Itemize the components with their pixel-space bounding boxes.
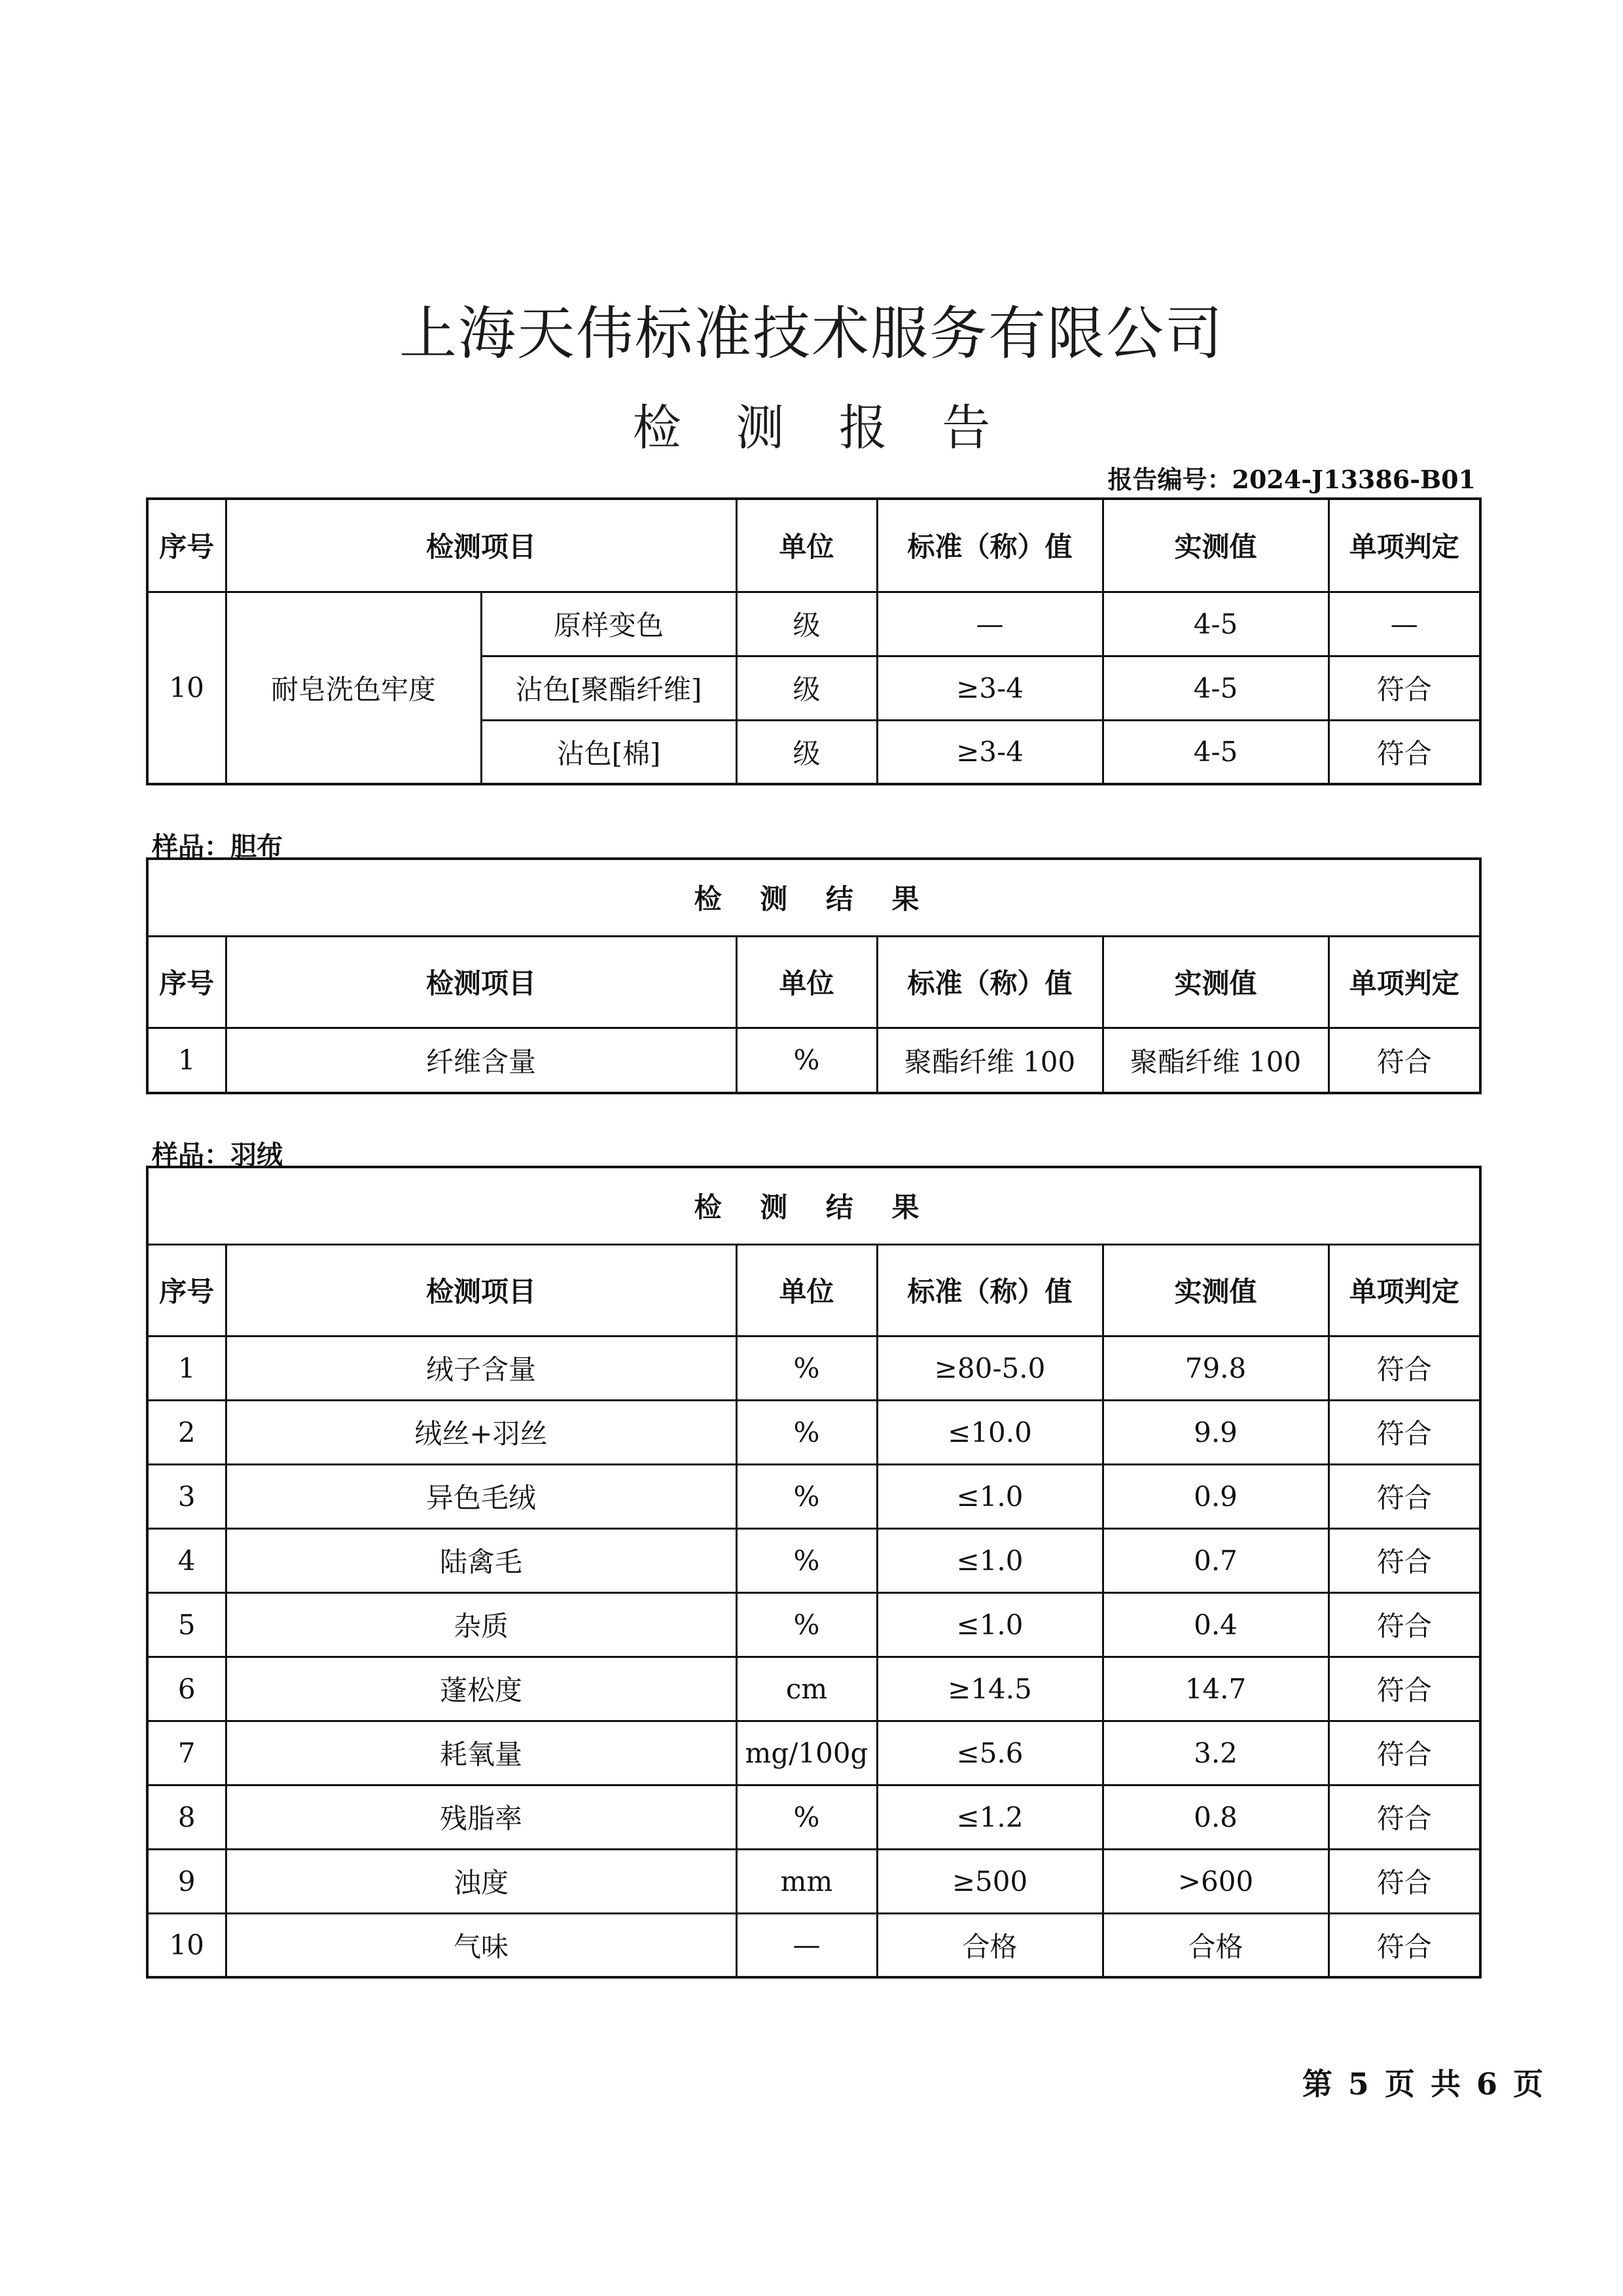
cell-unit: — [736,1913,877,1977]
header-row [147,499,1480,592]
table-row [147,1528,1480,1592]
col-measured: 实测值 [1103,499,1329,592]
cell-verdict: 符合 [1329,656,1480,720]
cell-standard: ≤5.6 [877,1721,1103,1785]
cell-seq: 7 [147,1721,226,1785]
cell-standard: ≤1.0 [877,1592,1103,1657]
col-standard: 标准（称）值 [877,936,1103,1028]
cell-sub-item: 沾色[棉] [481,720,736,784]
cell-measured: 4-5 [1103,592,1329,656]
cell-seq: 9 [147,1849,226,1913]
cell-sub-item: 原样变色 [481,592,736,656]
table-row [147,1657,1480,1721]
col-verdict: 单项判定 [1329,936,1480,1028]
cell-seq: 1 [147,1028,226,1093]
cell-standard: ≤1.2 [877,1785,1103,1849]
cell-seq: 1 [147,1336,226,1400]
cell-item: 绒子含量 [226,1336,736,1400]
col-seq: 序号 [147,936,226,1028]
table-row [147,1028,1480,1093]
col-standard: 标准（称）值 [877,499,1103,592]
report-title: 检 测 报 告 [632,400,1010,456]
cell-unit: 级 [736,592,877,656]
header-row [147,936,1480,1028]
cell-verdict: 符合 [1329,720,1480,784]
cell-verdict: — [1329,592,1480,656]
cell-item: 纤维含量 [226,1028,736,1093]
table-down [146,1166,1482,1979]
result-band-row [147,1167,1480,1244]
sample-label-down: 样品：羽绒 [152,1139,283,1170]
col-measured: 实测值 [1103,936,1329,1028]
cell-measured: 3.2 [1103,1721,1329,1785]
cell-unit: % [736,1528,877,1592]
cell-item: 异色毛绒 [226,1464,736,1528]
cell-item: 耗氧量 [226,1721,736,1785]
cell-verdict: 符合 [1329,1528,1480,1592]
table-row [147,1849,1480,1913]
col-item: 检测项目 [226,1244,736,1336]
cell-seq: 5 [147,1592,226,1657]
cell-unit: 级 [736,656,877,720]
cell-seq: 3 [147,1464,226,1528]
col-unit: 单位 [736,936,877,1028]
col-item: 检测项目 [226,499,736,592]
cell-unit: % [736,1336,877,1400]
col-seq: 序号 [147,1244,226,1336]
cell-measured: 14.7 [1103,1657,1329,1721]
cell-unit: mg/100g [736,1721,877,1785]
table-row [147,1400,1480,1464]
col-item: 检测项目 [226,936,736,1028]
sample-label-lining: 样品：胆布 [152,831,283,862]
cell-seq: 4 [147,1528,226,1592]
cell-standard: ≤10.0 [877,1400,1103,1464]
cell-verdict: 符合 [1329,1592,1480,1657]
cell-unit: mm [736,1849,877,1913]
cell-unit: % [736,1592,877,1657]
cell-measured: 0.7 [1103,1528,1329,1592]
table-row [147,1785,1480,1849]
cell-standard: ≤1.0 [877,1464,1103,1528]
cell-item: 残脂率 [226,1785,736,1849]
cell-unit: % [736,1028,877,1093]
cell-seq: 2 [147,1400,226,1464]
cell-measured: 0.9 [1103,1464,1329,1528]
cell-standard: ≥3-4 [877,720,1103,784]
table-row [147,1592,1480,1657]
report-number [1107,459,1476,495]
cell-verdict: 符合 [1329,1400,1480,1464]
cell-standard: ≥500 [877,1849,1103,1913]
cell-item: 气味 [226,1913,736,1977]
col-verdict: 单项判定 [1329,499,1480,592]
result-band: 检 测 结 果 [147,859,1480,936]
cell-unit: 级 [736,720,877,784]
cell-standard: 合格 [877,1913,1103,1977]
col-verdict: 单项判定 [1329,1244,1480,1336]
result-band-row [147,859,1480,936]
col-unit: 单位 [736,1244,877,1336]
cell-item: 浊度 [226,1849,736,1913]
cell-seq: 10 [147,1913,226,1977]
cell-verdict: 符合 [1329,1028,1480,1093]
result-band: 检 测 结 果 [147,1167,1480,1244]
cell-item: 耐皂洗色牢度 [226,592,481,784]
cell-verdict: 符合 [1329,1849,1480,1913]
table-row [147,1721,1480,1785]
report-number-label: 报告编号： [1107,465,1232,494]
table-colorfastness [146,497,1482,785]
cell-verdict: 符合 [1329,1657,1480,1721]
table-row [147,1336,1480,1400]
cell-sub-item: 沾色[聚酯纤维] [481,656,736,720]
table-lining [146,857,1482,1094]
cell-seq: 8 [147,1785,226,1849]
cell-measured: >600 [1103,1849,1329,1913]
cell-verdict: 符合 [1329,1464,1480,1528]
cell-unit: cm [736,1657,877,1721]
cell-item: 陆禽毛 [226,1528,736,1592]
cell-measured: 聚酯纤维 100 [1103,1028,1329,1093]
cell-measured: 合格 [1103,1913,1329,1977]
cell-unit: % [736,1464,877,1528]
cell-standard: ≥3-4 [877,656,1103,720]
report-number-value: 2024-J13386-B01 [1232,465,1476,494]
cell-measured: 9.9 [1103,1400,1329,1464]
cell-standard: 聚酯纤维 100 [877,1028,1103,1093]
cell-standard: — [877,592,1103,656]
table-row [147,1913,1480,1977]
cell-standard: ≥80-5.0 [877,1336,1103,1400]
cell-seq: 10 [147,592,226,784]
cell-standard: ≤1.0 [877,1528,1103,1592]
col-seq: 序号 [147,499,226,592]
cell-measured: 4-5 [1103,656,1329,720]
cell-seq: 6 [147,1657,226,1721]
company-name: 上海天伟标准技术服务有限公司 [399,300,1224,367]
col-measured: 实测值 [1103,1244,1329,1336]
cell-standard: ≥14.5 [877,1657,1103,1721]
cell-verdict: 符合 [1329,1336,1480,1400]
cell-measured: 79.8 [1103,1336,1329,1400]
page-number: 第 5 页 共 6 页 [1302,2066,1546,2102]
cell-unit: % [736,1400,877,1464]
cell-verdict: 符合 [1329,1721,1480,1785]
cell-item: 蓬松度 [226,1657,736,1721]
cell-measured: 4-5 [1103,720,1329,784]
cell-item: 绒丝+羽丝 [226,1400,736,1464]
cell-measured: 0.8 [1103,1785,1329,1849]
table-row [147,1464,1480,1528]
cell-verdict: 符合 [1329,1785,1480,1849]
cell-measured: 0.4 [1103,1592,1329,1657]
cell-item: 杂质 [226,1592,736,1657]
col-standard: 标准（称）值 [877,1244,1103,1336]
header-row [147,1244,1480,1336]
table-row [147,592,1480,656]
cell-unit: % [736,1785,877,1849]
cell-verdict: 符合 [1329,1913,1480,1977]
col-unit: 单位 [736,499,877,592]
